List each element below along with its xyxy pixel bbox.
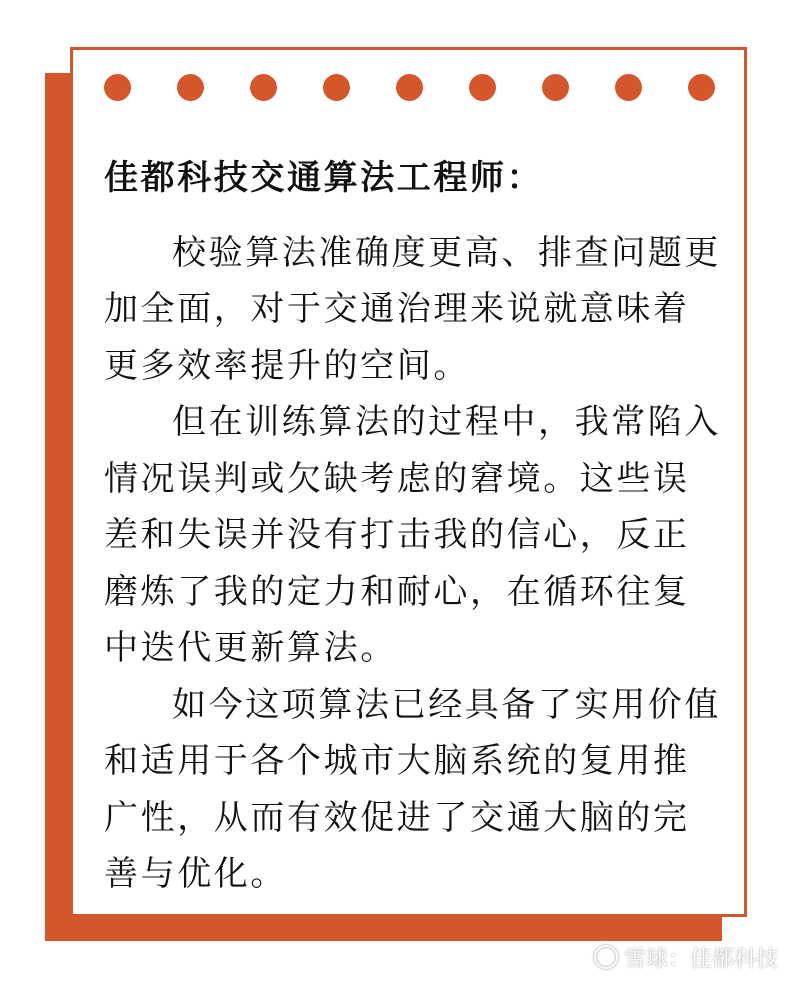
xueqiu-logo-icon: [594, 945, 618, 969]
binder-ring-icon: [323, 74, 350, 101]
watermark-text: 雪球：佳都科技: [623, 946, 778, 972]
notepad-text: [104, 150, 724, 903]
note-title: 佳都科技交通算法工程师：: [104, 158, 544, 198]
binder-ring-icon: [396, 74, 423, 101]
binder-rings: [104, 74, 716, 102]
binder-ring-icon: [615, 74, 642, 101]
watermark: [594, 942, 778, 972]
binder-ring-icon: [542, 74, 569, 101]
binder-ring-icon: [469, 74, 496, 101]
note-paragraph-3: 如今这项算法已经具备了实用价值和适用于各个城市大脑系统的复用推广性，从而有效促进了交通大脑的完善与优化。: [104, 684, 721, 894]
binder-ring-icon: [104, 74, 131, 101]
binder-ring-icon: [250, 74, 277, 101]
binder-ring-icon: [688, 74, 715, 101]
binder-ring-icon: [177, 74, 204, 101]
note-paragraph-2: 但在训练算法的过程中，我常陷入情况误判或欠缺考虑的窘境。这些误差和失误并没有打击我的信心，反正磨炼了我的定力和耐心，在循环往复中迭代更新算法。: [104, 402, 721, 668]
note-paragraph-1: 校验算法准确度更高、排查问题更加全面，对于交通治理来说就意味着更多效率提升的空间。: [104, 232, 721, 386]
